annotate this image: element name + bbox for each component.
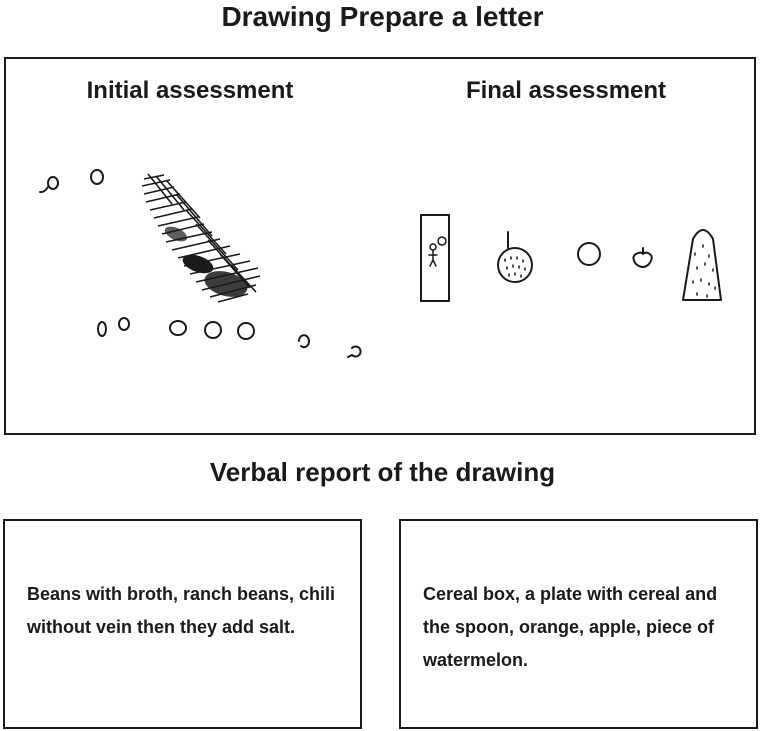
final-verbal-report bbox=[399, 519, 758, 729]
verbal-report-heading: Verbal report of the drawing bbox=[209, 457, 556, 487]
bean-sketch bbox=[238, 323, 254, 339]
initial-verbal-text: Beans with broth, ranch beans, chili without vein then they add salt. bbox=[27, 584, 336, 637]
bean-sketch bbox=[205, 322, 221, 338]
bean-sketch bbox=[170, 321, 186, 335]
drawing-panel bbox=[4, 57, 756, 435]
bean-sketch bbox=[348, 347, 361, 358]
initial-assessment-heading: Initial assessment bbox=[86, 77, 294, 104]
bean-sketch bbox=[48, 177, 58, 189]
final-verbal-text: Cereal box, a plate with cereal and the spoon, orange, apple, piece of watermelon. bbox=[423, 584, 718, 670]
final-assessment-heading: Final assessment bbox=[465, 77, 667, 104]
bean-tail-sketch bbox=[40, 187, 48, 192]
final-drawing-sketch bbox=[411, 209, 731, 329]
cereal-box-sketch bbox=[421, 215, 449, 301]
bean-sketch bbox=[91, 170, 103, 184]
bean-sketch bbox=[119, 318, 129, 330]
apple-sketch bbox=[633, 253, 651, 267]
bean-sketch bbox=[299, 335, 309, 347]
figure-title: Drawing Prepare a letter bbox=[221, 1, 544, 32]
initial-drawing-sketch bbox=[26, 154, 386, 414]
bean-sketch bbox=[98, 322, 106, 336]
orange-sketch bbox=[578, 243, 600, 265]
initial-verbal-report bbox=[3, 519, 362, 729]
cereal-plate-sketch bbox=[498, 248, 532, 282]
